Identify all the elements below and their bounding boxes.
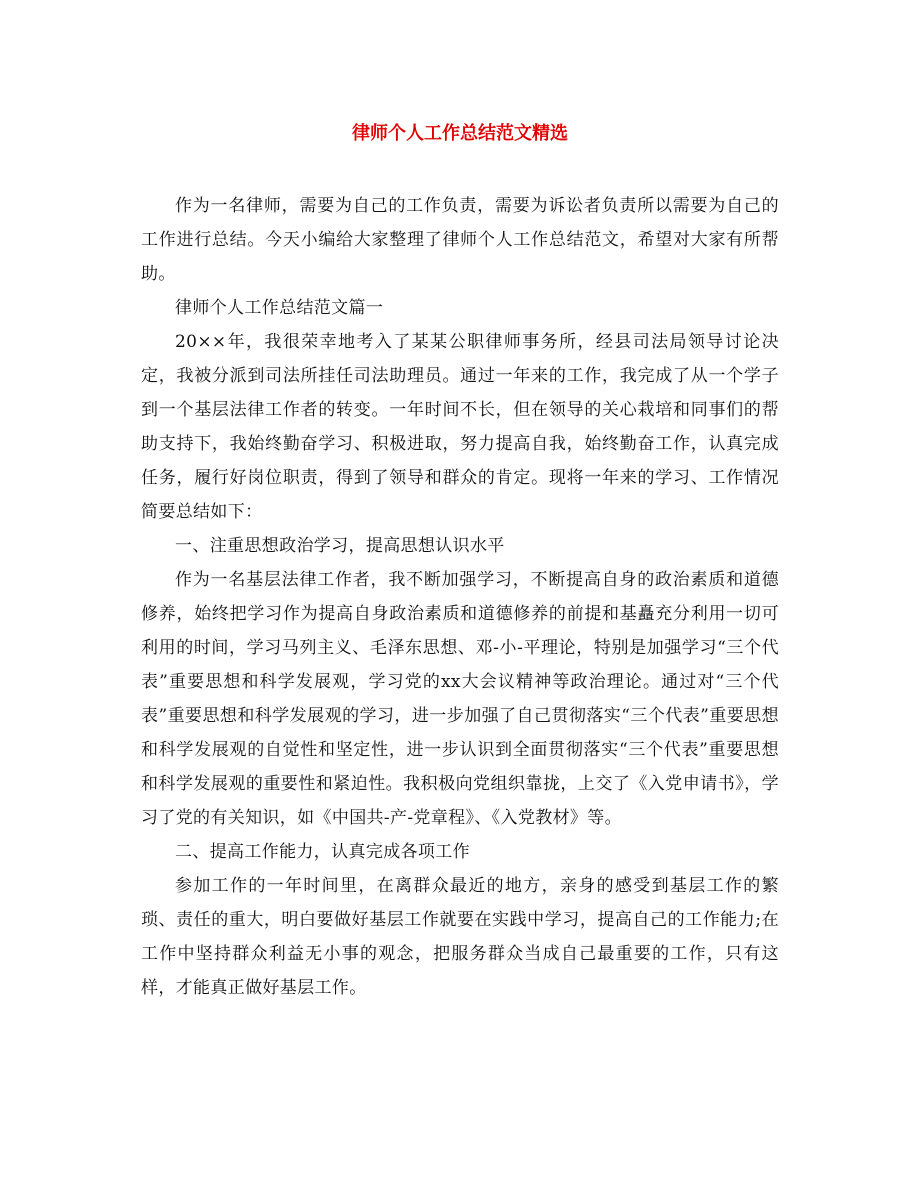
intro-paragraph: 作为一名律师，需要为自己的工作负责，需要为诉讼者负责所以需要为自己的工作进行总结。今天小编给大家整理了律师个人工作总结范文，希望对大家有所帮助。 [141,196,779,284]
section-heading-sample-one: 律师个人工作总结范文篇一 [175,298,384,318]
document-body [141,189,779,1005]
body-paragraph: 作为一名基层法律工作者，我不断加强学习，不断提高自身的政治素质和道德修养，始终把学习作为提高自身政治素质和道德修养的前提和基矗充分利用一切可利用的时间，学习马列主义、毛泽东思想、邓-小-平理论，特别是加强学习“三个代表”重要思想和科学发展观，学习党的xx大会议精神等政治理论。通过对“三个代表”重要思想和科学发展观的学习，进一步加强了自己贯彻落实“三个代表”重要思想和科学发展观的自觉性和坚定性，进一步认识到全面贯彻落实“三个代表”重要思想和科学发展观的重要性和紧迫性。我积极向党组织靠拢，上交了《入党申请书》，学习了党的有关知识，如《中国共-产-党章程》、《入党教材》等。 [141,570,779,828]
document-title: 律师个人工作总结范文精选 [352,123,568,144]
section-heading-political-study: 一、注重思想政治学习，提高思想认识水平 [175,536,505,556]
body-paragraph: 20××年，我很荣幸地考入了某某公职律师事务所，经县司法局领导讨论决定，我被分派到司法所挂任司法助理员。通过一年来的工作，我完成了从一个学子到一个基层法律工作者的转变。一年时间不长，但在领导的关心栽培和同事们的帮助支持下，我始终勤奋学习、积极进取，努力提高自我，始终勤奋工作，认真完成任务，履行好岗位职责，得到了领导和群众的肯定。现将一年来的学习、工作情况简要总结如下： [141,332,779,522]
section-heading-work-ability: 二、提高工作能力，认真完成各项工作 [175,842,470,862]
body-paragraph: 参加工作的一年时间里，在离群众最近的地方，亲身的感受到基层工作的繁琐、责任的重大，明白要做好基层工作就要在实践中学习，提高自己的工作能力;在工作中坚持群众利益无小事的观念，把服务群众当成自己最重要的工作，只有这样，才能真正做好基层工作。 [141,876,779,998]
